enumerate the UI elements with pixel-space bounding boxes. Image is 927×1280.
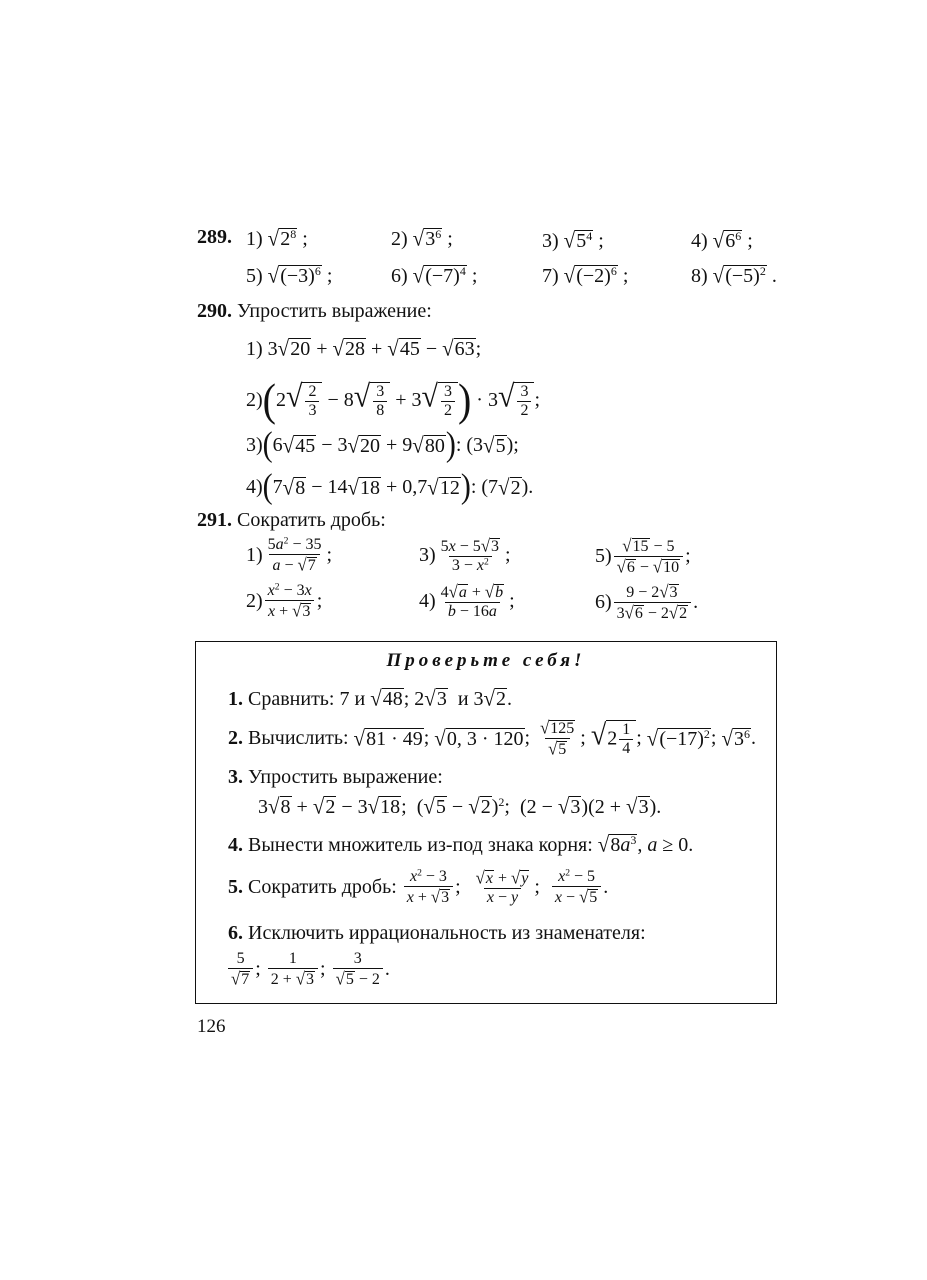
item-label: 2) — [391, 228, 408, 250]
problem-291-item-3: 3) $\frac{5x - 5√3}{3 - x^2}$ ; — [419, 535, 511, 575]
problem-289-item-7: 7) $√(-2)^6$ ; — [542, 262, 629, 288]
problem-291-item-4: 4) $\frac{4√a + √b}{b - 16a}$ ; — [419, 581, 515, 621]
check-item-3-expr: 3√8 + √2 − 3√18; $(√5 - √2)^2$; (2 − √3)(2 + √3). — [258, 793, 662, 819]
problem-number-290: 290. — [197, 300, 232, 322]
item-label: 3) — [542, 230, 559, 252]
item-label: 7) — [542, 265, 559, 287]
problem-291-title: Сократить дробь: — [237, 509, 386, 531]
item-label: 5) — [595, 545, 612, 568]
item-label: 2) — [246, 388, 263, 411]
check-item-1: 1. Сравнить: 7 и √48; 2√3 и 3√2. — [228, 685, 513, 711]
check-item-text: Сравнить: — [248, 688, 335, 710]
item-label: 3) — [419, 544, 436, 567]
check-item-text: Сократить дробь: — [248, 876, 397, 899]
check-item-4: 4. Вынести множитель из-под знака корня: $√8a^3$, a ≥ 0. — [228, 831, 694, 857]
check-item-3 — [228, 766, 443, 789]
item-label: 3) — [246, 433, 263, 456]
check-item-number: 3. — [228, 766, 243, 788]
problem-289-item-8: 8) $√(-5)^2$ . — [691, 262, 777, 288]
check-item-6-expr: $\frac{5}{√7}$ ; $\frac{1}{2 + √3}$ ; $\frac{3}{√5 - 2}$ . — [226, 950, 390, 990]
item-label: 6) — [391, 265, 408, 287]
page-number: 126 — [197, 1016, 226, 1037]
item-label: 2) — [246, 590, 263, 613]
check-item-number: 4. — [228, 834, 243, 856]
problem-289-item-3: 3) $√5^4$ ; — [542, 227, 604, 253]
item-label: 4) — [691, 230, 708, 252]
item-label: 4) — [419, 590, 436, 613]
problem-290-item-3: 3) ( 6 √45 − 3 √20 + 9 √80 ) : (3 √5 ); — [246, 425, 519, 464]
item-label: 8) — [691, 265, 708, 287]
problem-290-item-2: 2) ( 2 √ $\frac{2}{3}$ − 8 √ $\frac{3}{8}$ + 3 √ $\frac{3}{2}$ ) · 3 √ $\frac{3}{2}$ ; — [246, 373, 540, 426]
problem-290-title: Упростить выражение: — [237, 300, 432, 322]
problem-290-heading — [197, 300, 432, 323]
check-item-text: Упростить выражение: — [248, 766, 443, 788]
problem-291-item-6: 6) $\frac{9 - 2√3}{3√6 - 2√2}$ . — [595, 581, 699, 623]
check-item-text: Вынести множитель из-под знака корня: — [248, 834, 593, 856]
item-label: 4) — [246, 475, 263, 498]
check-item-2: 2. Вычислить: √81 · 49 ; √0, 3 · 120 ; $\frac{√125}{√5}$ ; √2 $\frac{1}{4}$ ; $√(-17)^2$ ; $√3^6$ . — [228, 717, 757, 759]
check-item-6 — [228, 922, 646, 945]
check-item-number: 5. — [228, 876, 243, 899]
problem-291-item-5: 5) $\frac{√15 - 5}{√6 - √10}$ ; — [595, 535, 691, 577]
problem-290-item-4: 4) ( 7 √8 − 14 √18 + 0,7 √12 ) : (7 √2 ). — [246, 467, 534, 506]
problem-291-heading — [197, 509, 386, 532]
check-item-number: 1. — [228, 688, 243, 710]
problem-289-item-1: 1) $√2^8$ ; — [246, 225, 308, 251]
problem-291-item-2: 2) $\frac{x^2 - 3x}{x + √3}$ ; — [246, 581, 323, 621]
item-label: 6) — [595, 591, 612, 614]
problem-number-291: 291. — [197, 509, 232, 531]
problem-289-item-4: 4) $√6^6$ ; — [691, 227, 753, 253]
check-item-number: 6. — [228, 922, 243, 944]
check-item-number: 2. — [228, 727, 243, 750]
check-item-text: Вычислить: — [248, 727, 349, 750]
check-item-5: 5. Сократить дробь: $\frac{x^2 - 3}{x + √3}$ ; $\frac{√x + √y}{x - y}$ ; $\frac{x^2 - 5}{x - √5}$ . — [228, 867, 609, 907]
problem-289-item-5: 5) $√(-3)^6$ ; — [246, 262, 333, 288]
problem-289-item-6: 6) $√(-7)^4$ ; — [391, 262, 478, 288]
item-label: 1) — [246, 228, 263, 250]
problem-289-item-2: 2) $√3^6$ ; — [391, 225, 453, 251]
check-yourself-title: Проверьте себя! — [386, 650, 586, 671]
check-item-text: Исключить иррациональность из знаменателя: — [248, 922, 646, 944]
problem-291-item-1: 1) $\frac{5a^2 - 35}{a - √7}$ ; — [246, 535, 333, 575]
check-yourself-box — [195, 641, 777, 1004]
item-label: 1) — [246, 338, 263, 360]
problem-290-item-1: 1) 3√20 + √28 + √45 − √63; — [246, 335, 482, 361]
item-label: 5) — [246, 265, 263, 287]
problem-number-289: 289. — [197, 226, 232, 248]
item-label: 1) — [246, 544, 263, 567]
